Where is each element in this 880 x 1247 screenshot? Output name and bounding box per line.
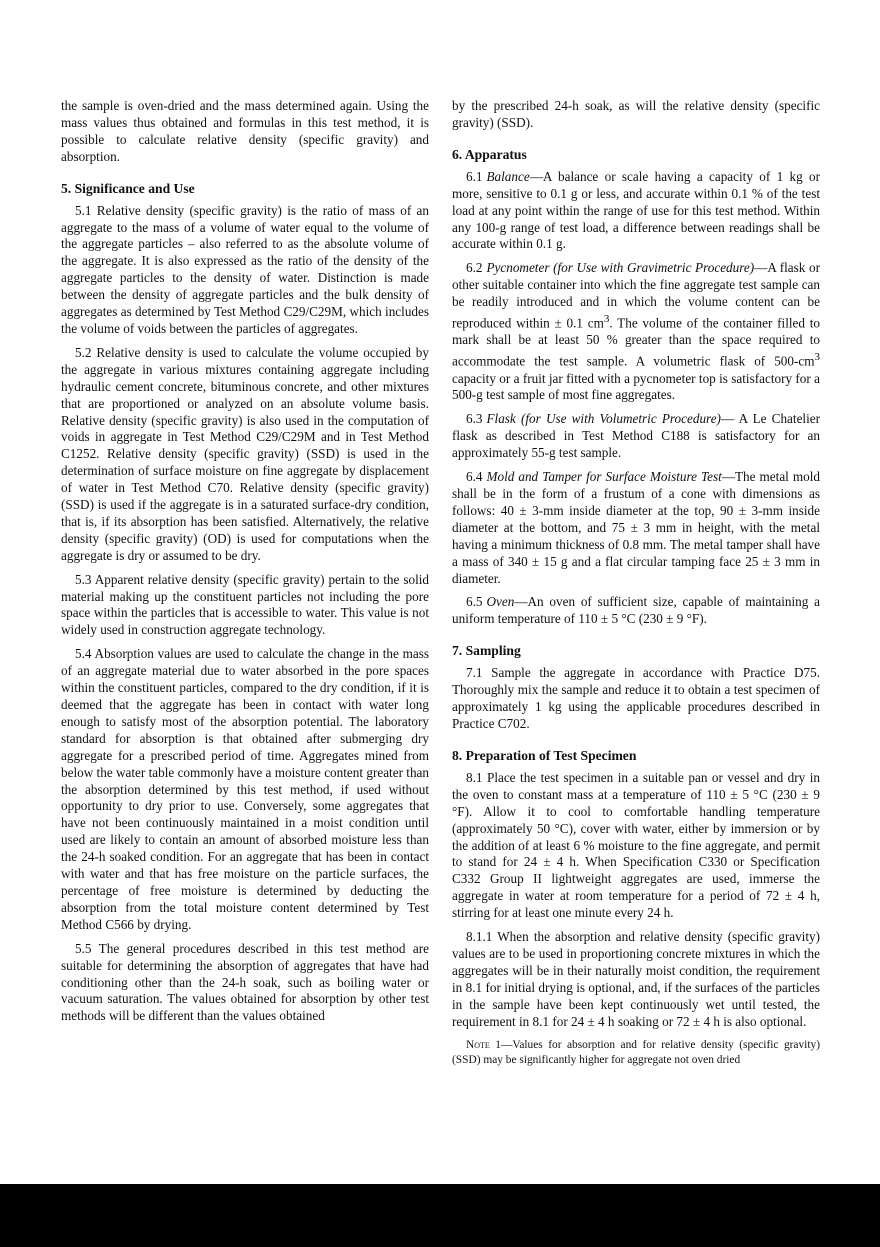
paragraph-6-2: [452, 260, 820, 404]
paragraph-number: 6.1: [466, 168, 483, 184]
paragraph-text: —An oven of sufficient size, capable of maintaining a uniform temperature of 110 ± 5 °C (230 ± 9 °F).: [452, 594, 820, 627]
paragraph-text: —A flask or other suitable container into which the fine aggregate test sample can be readily introduced and in which the volume content can be reproduced within ± 0.1 cm: [452, 260, 820, 331]
paragraph-number: 6.5: [466, 594, 483, 610]
paragraph-number: 6.3: [466, 411, 483, 427]
term-balance: Balance: [486, 168, 530, 184]
term-flask: Flask (for Use with Volumetric Procedure): [486, 411, 721, 427]
paragraph-text: — A Le Chatelier flask as described in Test Method C188 is satisfactory for an approximately 55-g test sample.: [452, 411, 820, 461]
paragraph-text: —A balance or scale having a capacity of 1 kg or more, sensitive to 0.1 g or less, and accurate within 0.1 % of the test load at any point within the range of use for this test method. Within any 100-g range of test load, a difference between readings shall be accurate within 0.1 g.: [452, 168, 820, 252]
paragraph-5-1: 5.1 Relative density (specific gravity) is the ratio of mass of an aggregate to the mass of a volume of water equal to the volume of the aggregate particles – also referred to as the absolute volume of the aggregate. It is also expressed as the ratio of the density of the aggregate particles to the density of water. Distinction is made between the density of aggregate particles and the bulk density of aggregates as determined by Test Method C29/C29M, which includes the volume of voids between the particles of aggregates.: [61, 202, 429, 336]
paragraph-5-3: 5.3 Apparent relative density (specific gravity) pertain to the solid material making up the constituent particles not including the pore space within the particles that is accessible to water. This value is not widely used in construction aggregate technology.: [61, 571, 429, 638]
paragraph-5-4: 5.4 Absorption values are used to calculate the change in the mass of an aggregate material due to water absorbed in the pore spaces within the constituent particles, compared to the dry condition, if it is deemed that the aggregate has been in contact with water long enough to satisfy most of the absorption potential. The laboratory standard for absorption is that obtained after submerging dry aggregate for a prescribed period of time. Aggregates mined from below the water table commonly have a moisture content greater than the absorption determined by this test method, if used without opportunity to dry prior to use. Conversely, some aggregates that have not been continuously maintained in a moist condition until used are likely to contain an amount of absorbed moisture less than the 24-h soaked condition. For an aggregate that has been in contact with water and that has free moisture on the particle surfaces, the percentage of free moisture is determined by deducting the absorption from the total moisture content determined by Test Method C566 by drying.: [61, 646, 429, 932]
section-7-heading: 7. Sampling: [452, 643, 521, 659]
paragraph-6-4: [452, 469, 820, 587]
paragraph-8-1-1: 8.1.1 When the absorption and relative density (specific gravity) values are to be used in proportioning concrete mixtures in which the aggregates will be in their naturally moist condition, the requirement in 8.1 for initial drying is optional, and, if the surfaces of the particles in the sample have been kept continuously wet until tested, the requirement in 8.1 for 24 ± 4 h soaking or 72 ± 4 h is also optional.: [452, 929, 820, 1029]
paragraph-number: 6.2: [466, 260, 483, 276]
superscript: 3: [814, 351, 820, 364]
note-1: [452, 1038, 820, 1068]
term-pycnometer: Pycnometer (for Use with Gravimetric Procedure): [486, 260, 755, 276]
continuation-paragraph: by the prescribed 24-h soak, as will the relative density (specific gravity) (SSD).: [452, 98, 820, 130]
section-8-heading: 8. Preparation of Test Specimen: [452, 747, 637, 763]
paragraph-text: capacity or a fruit jar fitted with a pycnometer top is satisfactory for a 500-g test sample of most fine aggregates.: [452, 370, 820, 403]
paragraph-8-1: 8.1 Place the test specimen in a suitable pan or vessel and dry in the oven to constant mass at a temperature of 110 ± 5 °C (230 ± 9 °F). Allow it to cool to comfortable handling temperature (approximately 50 °C), cover with water, either by immersion or by the addition of at least 6 % moisture to the fine aggregate, and permit to stand for 24 ± 4 h. When Specification C330 or Specification C332 Group II lightweight aggregates are used, immerse the aggregate in water at room temperature for a period of 72 ± 4 h, stirring for at least one minute every 24 h.: [452, 769, 820, 921]
term-oven: Oven: [486, 594, 515, 610]
paragraph-number: 6.4: [466, 469, 483, 485]
section-6-heading: 6. Apparatus: [452, 146, 527, 162]
note-label: Note 1: [466, 1039, 501, 1052]
paragraph-6-3: [452, 411, 820, 462]
right-column: [452, 98, 820, 1075]
paragraph-5-5: 5.5 The general procedures described in this test method are suitable for determining the absorption of aggregates that have had conditioning other than the 24-h soak, such as boiling water or vacuum saturation. The values obtained for absorption by other test methods will be different than the values obtained: [61, 940, 429, 1024]
superscript: 3: [603, 313, 610, 326]
bottom-black-band: [0, 1184, 880, 1247]
note-text: —Values for absorption and for relative density (specific gravity) (SSD) may be significantly higher for aggregate not oven dried: [452, 1039, 820, 1067]
paragraph-7-1: 7.1 Sample the aggregate in accordance with Practice D75. Thoroughly mix the sample and reduce it to obtain a test specimen of approximately 1 kg using the applicable procedures described in Practice C702.: [452, 665, 820, 731]
paragraph-6-5: [452, 594, 820, 628]
paragraph-6-1: [452, 169, 820, 254]
paragraph-text: . The volume of the container filled to mark shall be at least 50 % greater than the space required to accommodate the test sample. A volumetric flask of 500-cm: [452, 315, 820, 369]
left-column: [61, 98, 429, 1032]
paragraph-5-2: 5.2 Relative density is used to calculate the volume occupied by the aggregate in various mixtures containing aggregate including hydraulic cement concrete, bituminous concrete, and other mixtures that are proportioned or analyzed on an absolute volume basis. Relative density (specific gravity) is also used in the computation of voids in aggregate in Test Method C29/C29M and in Test Method C1252. Relative density (specific gravity) (SSD) is used in the determination of surface moisture on fine aggregate by displacement of water in Test Method C70. Relative density (specific gravity) (SSD) is used if the aggregate is in a saturated surface-dry condition, that is, if its absorption has been satisfied. Alternatively, the relative density (specific gravity) (OD) is used for computations when the aggregate is dry or assumed to be dry.: [61, 344, 429, 563]
intro-paragraph: the sample is oven-dried and the mass determined again. Using the mass values thus obtained and formulas in this test method, it is possible to calculate relative density (specific gravity) and absorption.: [61, 98, 429, 164]
term-mold-tamper: Mold and Tamper for Surface Moisture Test: [486, 469, 722, 485]
section-5-heading: 5. Significance and Use: [61, 180, 195, 196]
paragraph-text: —The metal mold shall be in the form of a frustum of a cone with dimensions as follows: 40 ± 3-mm inside diameter at the top, 90 ± 3-mm inside diameter at the bottom, and 75 ± 3 mm in height, with the metal having a minimum thickness of 0.8 mm. The metal tamper shall have a mass of 340 ± 15 g and a flat circular tamping face 25 ± 3 mm in diameter.: [452, 469, 821, 586]
